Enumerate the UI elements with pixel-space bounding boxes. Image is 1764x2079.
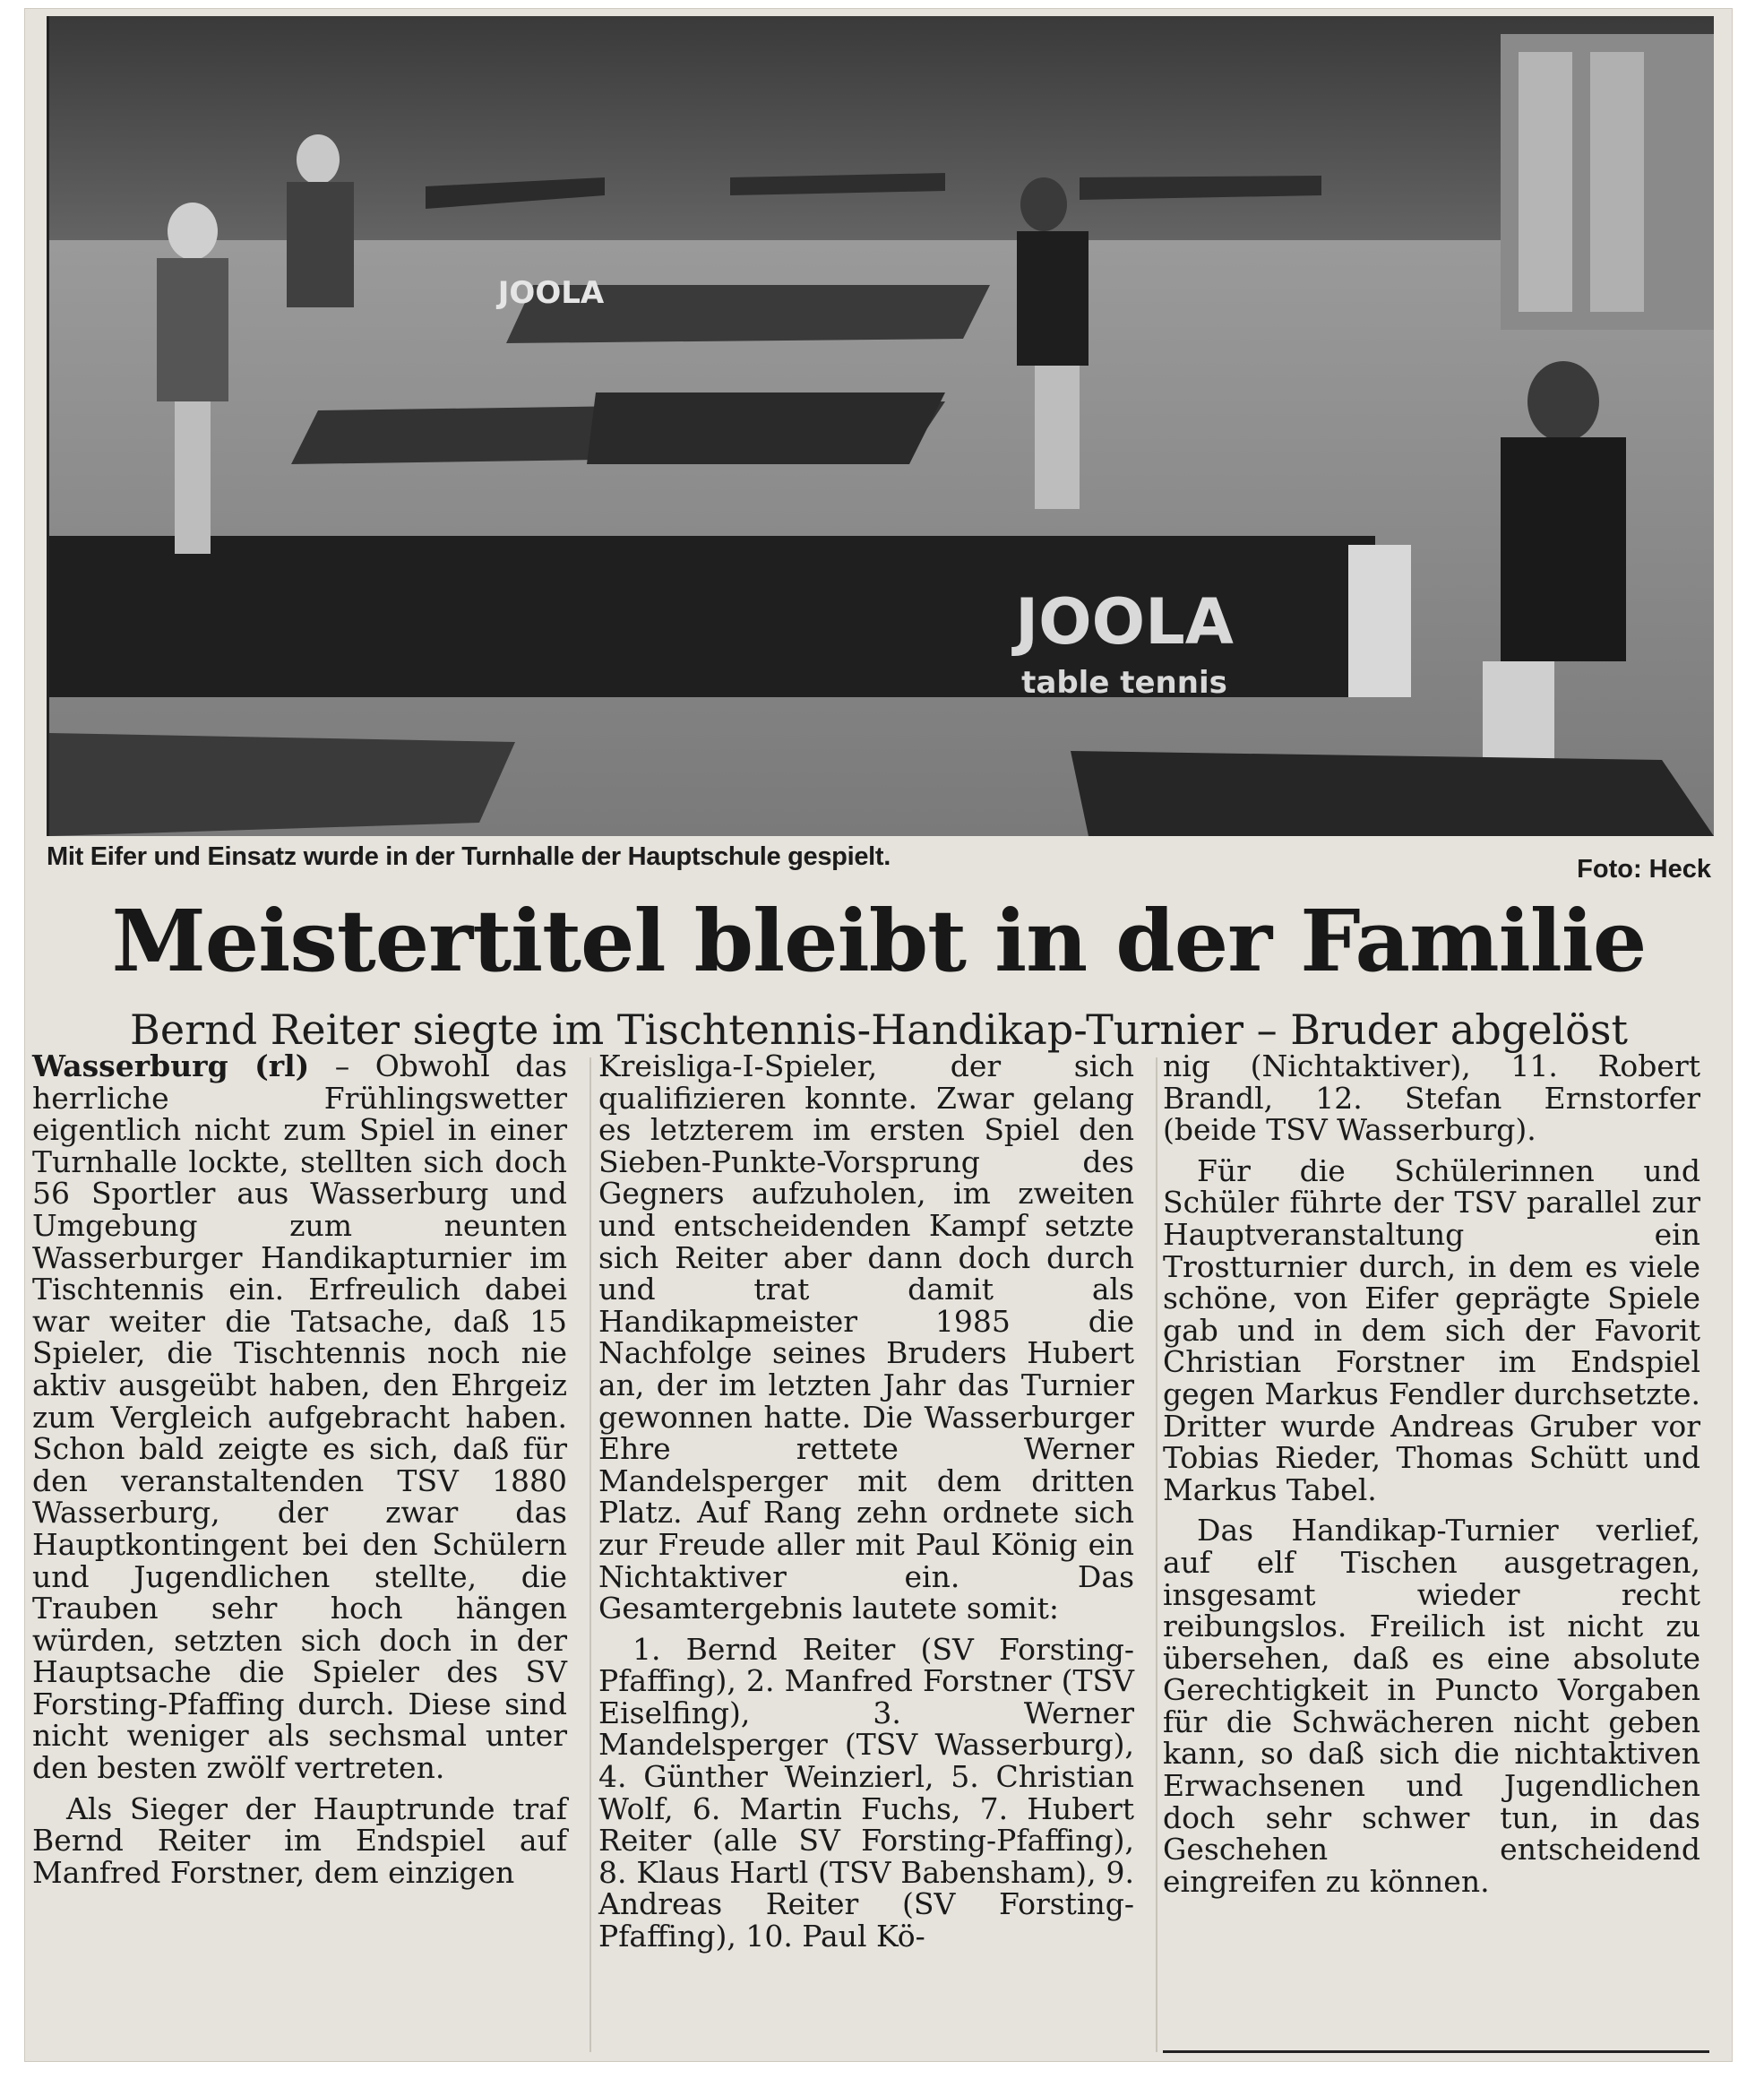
photo-credit: Foto: Heck bbox=[1577, 855, 1711, 884]
article-headline: Meistertitel bleibt in der Familie bbox=[111, 892, 1647, 991]
article-subheadline: Bernd Reiter siegte im Tischtennis-Handikap-Turnier – Bruder abgelöst bbox=[130, 1005, 1628, 1054]
column-divider bbox=[1156, 1057, 1157, 2052]
banner-subtitle: table tennis bbox=[1021, 665, 1227, 701]
paragraph: Kreisliga-I-Spieler, der sich qualifizieren konnte. Zwar gelang es letzterem im ersten Spiel den Sieben-Punkte-Vorsprung des Gegners aufzuholen, im zweiten und entscheidenden Kampf setzte sich Reiter aber dann doch durch und trat damit als Handikapmeister 1985 die Nachfolge seines Bruders Hubert an, der im letzten Jahr das Turnier gewonnen hatte. Die Wasserburger Ehre rettete Werner Mandelsperger mit dem dritten Platz. Auf Rang zehn ordnete sich zur Freude aller mit Paul König ein Nichtaktiver ein. Das Gesamtergebnis lautete somit: bbox=[598, 1048, 1134, 1626]
column-divider bbox=[589, 1057, 591, 2052]
article-column-1 bbox=[32, 1050, 567, 1897]
paragraph-text: – Obwohl das herrliche Frühlingswetter eigentlich nicht zum Spiel in einer Turnhalle lockte, stellten sich doch 56 Sportler aus Wasserburg und Umgebung zum neunten Wasserburger Handikapturnier im Tischtennis ein. Erfreulich dabei war weiter die Tatsache, daß 15 Spieler, die Tischtennis noch nie aktiv ausgeübt haben, den Ehrgeiz zum Vergleich aufgebracht haben. Schon bald zeigte es sich, daß für den veranstaltenden TSV 1880 Wasserburg, der zwar das Hauptkontingent bei den Schülern und Jugendlichen stellte, die Trauben sehr hoch hängen würden, setzten sich doch in der Hauptsache die Spieler des SV Forsting-Pfaffing durch. Diese sind nicht weniger als sechsmal unter den besten zwölf vertreten. bbox=[32, 1048, 567, 1786]
paragraph: Für die Schülerinnen und Schüler führte der TSV parallel zur Hauptveranstaltung ein Trostturnier durch, in dem es viele schöne, von Eifer geprägte Spiele gab und in dem sich der Favorit Christian Forstner im Endspiel gegen Markus Fendler durchsetzte. Dritter wurde Andreas Gruber vor Tobias Rieder, Thomas Schütt und Markus Tabel. bbox=[1163, 1152, 1700, 1507]
paragraph: Als Sieger der Hauptrunde traf Bernd Reiter im Endspiel auf Manfred Forstner, dem einzigen bbox=[32, 1790, 567, 1890]
table-tennis-hall-photo bbox=[49, 16, 1714, 836]
bottom-rule bbox=[1163, 2050, 1709, 2053]
paragraph bbox=[32, 1050, 567, 1784]
table-brand: JOOLA bbox=[497, 275, 605, 311]
dateline: Wasserburg (rl) bbox=[32, 1048, 310, 1083]
article-column-2 bbox=[598, 1050, 1134, 1962]
paragraph: nig (Nichtaktiver), 11. Robert Brandl, 12. Stefan Ernstorfer (beide TSV Wasserburg). bbox=[1163, 1048, 1700, 1148]
paragraph: Das Handikap-Turnier verlief, auf elf Tischen ausgetragen, insgesamt wieder recht reibungslos. Freilich ist nicht zu übersehen, daß es eine absolute Gerechtigkeit in Puncto Vorgaben für die Schwächeren nicht geben kann, so daß sich die nichtaktiven Erwachsenen und Jugendlichen doch sehr schwer tun, in das Geschehen entscheidend eingreifen zu können. bbox=[1163, 1513, 1700, 1899]
article-photo bbox=[47, 16, 1714, 836]
results-list: 1. Bernd Reiter (SV Forsting-Pfaffing), 2. Manfred Forstner (TSV Eiselfing), 3. Werner Mandelsperger (TSV Wasserburg), 4. Günther Weinzierl, 5. Christian Wolf, 6. Martin Fuchs, 7. Hubert Reiter (alle SV Forsting-Pfaffing), 8. Klaus Hartl (TSV Babensham), 9. Andreas Reiter (SV Forsting-Pfaffing), 10. Paul Kö- bbox=[598, 1631, 1134, 1954]
banner-brand: JOOLA bbox=[1015, 585, 1234, 659]
caption-text: Mit Eifer und Einsatz wurde in der Turnhalle der Hauptschule gespielt. bbox=[47, 842, 891, 871]
photo-caption bbox=[47, 842, 1711, 884]
article-column-3 bbox=[1163, 1050, 1700, 1906]
